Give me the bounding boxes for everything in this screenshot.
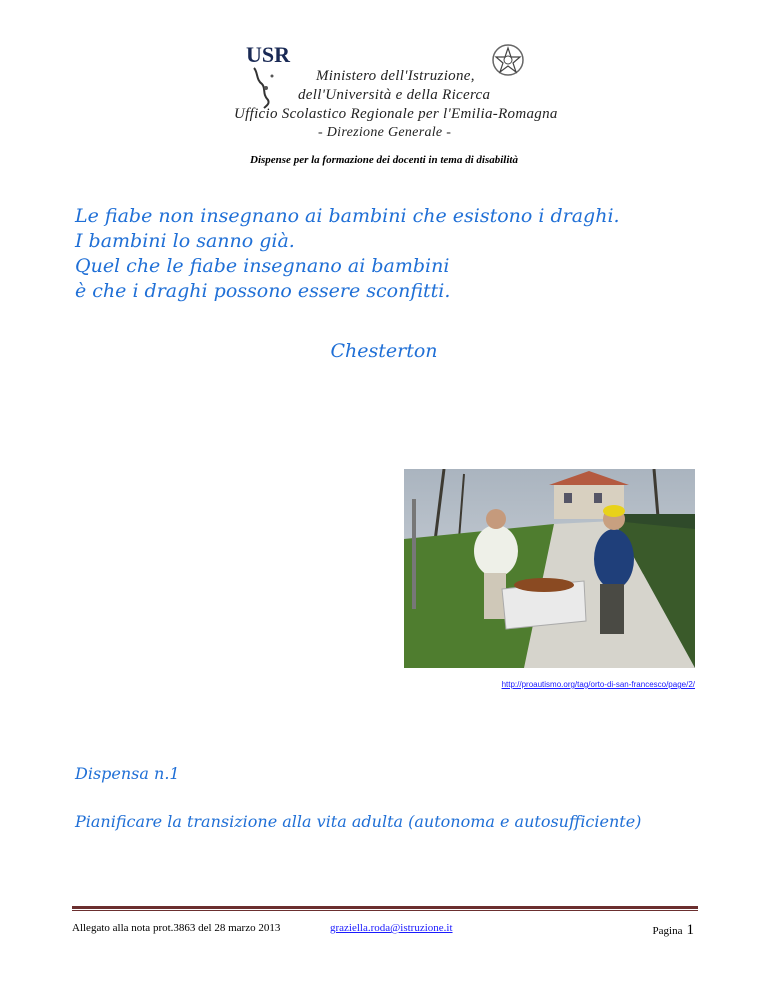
quote-block bbox=[75, 204, 715, 304]
footer-note: Allegato alla nota prot.3863 del 28 marzo 2013 bbox=[72, 922, 281, 934]
university-line: dell'Università e della Ricerca bbox=[298, 87, 491, 103]
dispensa-number: Dispensa n.1 bbox=[75, 764, 180, 783]
section-title: Pianificare la transizione alla vita adulta (autonoma e autosufficiente) bbox=[75, 812, 642, 831]
quote-line: Quel che le fiabe insegnano ai bambini bbox=[75, 255, 450, 277]
footer-divider bbox=[72, 906, 698, 909]
page-footer bbox=[72, 920, 698, 940]
page-label: Pagina bbox=[652, 925, 683, 937]
photo-two-men-carrying-crate bbox=[404, 469, 695, 668]
footer-divider-thin bbox=[72, 910, 698, 911]
document-subtitle: Dispense per la formazione dei docenti in tema di disabilità bbox=[250, 154, 518, 166]
ministry-line: Ministero dell'Istruzione, bbox=[316, 68, 475, 84]
photo-source-link[interactable]: http://proautismo.org/tag/orto-di-san-francesco/page/2/ bbox=[501, 680, 695, 689]
svg-text:USR: USR bbox=[246, 42, 291, 67]
office-line: Ufficio Scolastico Regionale per l'Emilia-Romagna bbox=[234, 106, 558, 122]
page-number-value: 1 bbox=[686, 922, 694, 938]
footer-email-link[interactable]: graziella.roda@istruzione.it bbox=[330, 922, 453, 934]
quote-line: è che i draghi possono essere sconfitti. bbox=[75, 280, 451, 302]
header-logo bbox=[232, 40, 558, 140]
quote-line: I bambini lo sanno già. bbox=[75, 230, 295, 252]
direction-line: - Direzione Generale - bbox=[318, 125, 452, 140]
page-number bbox=[653, 922, 694, 939]
quote-author: Chesterton bbox=[330, 340, 438, 362]
quote-line: Le fiabe non insegnano ai bambini che esistono i draghi. bbox=[75, 205, 620, 227]
